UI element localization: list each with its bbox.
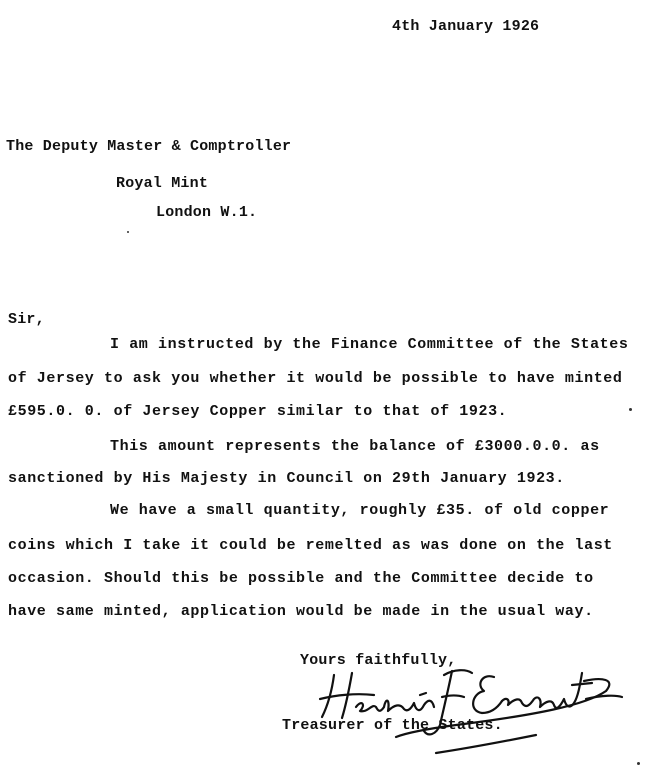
paragraph-2-line-1: This amount represents the balance of £3000.0.0. as (110, 438, 600, 455)
paragraph-3-line-3: occasion. Should this be possible and the Committee decide to (8, 570, 594, 587)
paragraph-1-line-3: £595.0. 0. of Jersey Copper similar to that of 1923. (8, 403, 508, 420)
paragraph-3-line-4: have same minted, application would be made in the usual way. (8, 603, 594, 620)
signer-title: Treasurer of the States. (282, 717, 503, 734)
paper-speck (637, 762, 640, 765)
recipient-line-3: London W.1. (156, 204, 258, 221)
closing: Yours faithfully, (300, 652, 457, 669)
salutation: Sir, (8, 311, 45, 328)
recipient-line-1: The Deputy Master & Comptroller (6, 138, 292, 155)
paper-speck (127, 231, 129, 233)
paragraph-1-line-2: of Jersey to ask you whether it would be possible to have minted (8, 370, 623, 387)
recipient-line-2: Royal Mint (116, 175, 209, 192)
paragraph-2-line-2: sanctioned by His Majesty in Council on 29th January 1923. (8, 470, 565, 487)
letter-date: 4th January 1926 (392, 18, 540, 35)
paragraph-3-line-2: coins which I take it could be remelted as was done on the last (8, 537, 613, 554)
paragraph-3-line-1: We have a small quantity, roughly £35. of old copper (110, 502, 610, 519)
paragraph-1-line-1: I am instructed by the Finance Committee of the States (110, 336, 629, 353)
paper-speck (629, 408, 632, 411)
handwritten-signature (316, 655, 626, 760)
